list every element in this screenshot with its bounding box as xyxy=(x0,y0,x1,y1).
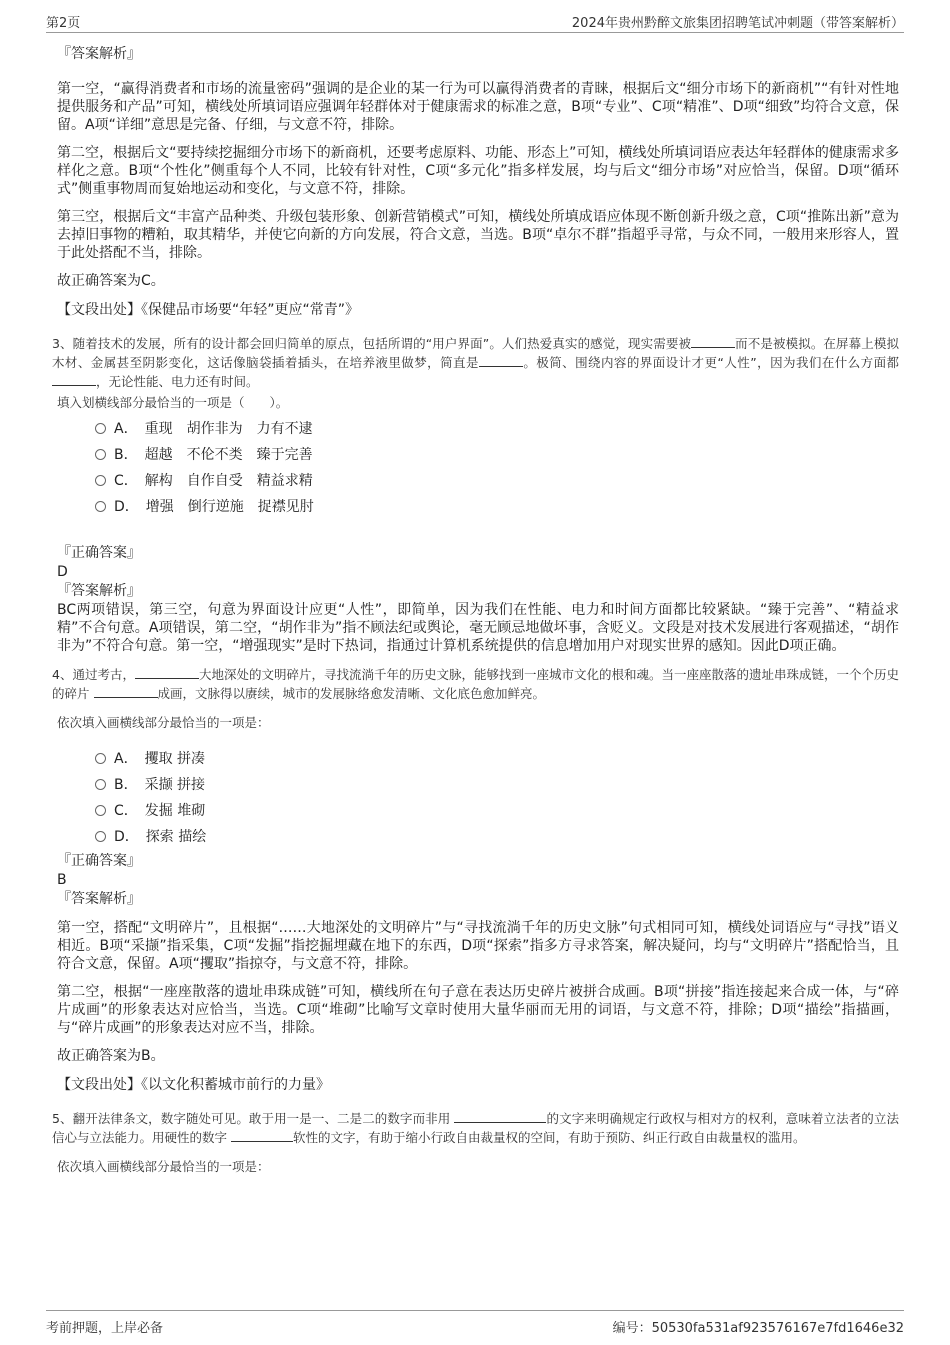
q4-correct-label: 『正确答案』 xyxy=(57,853,141,869)
q3-analysis-label: 『答案解析』 xyxy=(57,583,141,599)
q3-options xyxy=(95,416,899,520)
page-footer xyxy=(46,1310,904,1337)
q2-analysis-para-1: 第一空，“赢得消费者和市场的流量密码”强调的是企业的某一行为可以赢得消费者的青睐，根据后文“细分市场下的新商机”“有针对性地提供服务和产品”可知，横线处所填词语应强调年轻群体对于健康需求的标准之意，B项“专业”、C项“精准”、D项“细致”均符合文意，保留。A项“详细”意思是完备、仔细，与文意不符，排除。 xyxy=(57,81,899,133)
q3-prompt: 填入划横线部分最恰当的一项是（ ）。 xyxy=(57,395,289,410)
q4-answer: B xyxy=(57,872,67,888)
q5-stem: 5、翻开法律条文，数字随处可见。敢于用一是一、二是二的数字而非用 的文字来明确规定行政权与相对方的权利，意味着立法者的立法信心与立法能力。用硬性的数字 软性的文字，有助于缩小行政自由裁量权的空间，有助于预防、纠正行政自由裁量权的滥用。 xyxy=(52,1111,899,1145)
radio-icon[interactable] xyxy=(95,753,106,764)
q4-options xyxy=(95,746,899,850)
q5-prompt: 依次填入画横线部分最恰当的一项是： xyxy=(57,1159,270,1174)
radio-icon[interactable] xyxy=(95,831,106,842)
radio-icon[interactable] xyxy=(95,449,106,460)
page-number: 第2页 xyxy=(46,16,81,31)
radio-icon[interactable] xyxy=(95,423,106,434)
q4-analysis-label: 『答案解析』 xyxy=(57,891,141,907)
q2-conclusion: 故正确答案为C。 xyxy=(57,273,165,289)
q3-answer: D xyxy=(57,564,68,580)
q4-blank-1 xyxy=(135,666,199,679)
q3-option-b[interactable]: B． 超越 不伦不类 臻于完善 xyxy=(95,442,899,468)
radio-icon[interactable] xyxy=(95,805,106,816)
q2-analysis-para-3: 第三空，根据后文“丰富产品种类、升级包装形象、创新营销模式”可知，横线处所填成语应体现不断创新升级之意，C项“推陈出新”意为去掉旧事物的糟粕，取其精华，并使它向新的方向发展，符合文意，当选。B项“卓尔不群”指超乎寻常，与众不同，一般用来形容人，置于此处搭配不当，排除。 xyxy=(57,209,899,261)
document-code: 编号：50530fa531af923576167e7fd1646e32 xyxy=(612,1321,904,1336)
footer-slogan: 考前押题，上岸必备 xyxy=(46,1321,164,1336)
q4-conclusion: 故正确答案为B。 xyxy=(57,1048,165,1064)
q3-correct-label: 『正确答案』 xyxy=(57,545,141,561)
q4-option-d[interactable]: D． 探索 描绘 xyxy=(95,824,899,850)
q4-prompt: 依次填入画横线部分最恰当的一项是： xyxy=(57,715,270,730)
q4-analysis-para-2: 第二空，根据“一座座散落的遗址串珠成链”可知，横线所在句子意在表达历史碎片被拼合成画。B项“拼接”指连接起来合成一体，与“碎片成画”的形象表达对应恰当，当选。C项“堆砌”比喻写文章时使用大量华丽而无用的词语，与文意不符，排除；D项“描绘”指描画，与“碎片成画”的形象表达对应不当，排除。 xyxy=(57,984,899,1036)
q4-analysis-para-1: 第一空，搭配“文明碎片”，且根据“……大地深处的文明碎片”与“寻找流淌千年的历史文脉”句式相同可知，横线处词语应与“寻找”语义相近。B项“采撷”指采集，C项“发掘”指挖掘埋藏在地下的东西，D项“探索”指多方寻求答案，解决疑问，均与“文明碎片”搭配恰当，且符合文意，保留。A项“攫取”指掠夺，与文意不符，排除。 xyxy=(57,920,899,972)
radio-icon[interactable] xyxy=(95,779,106,790)
radio-icon[interactable] xyxy=(95,501,106,512)
q3-analysis: BC两项错误，第三空，句意为界面设计应更“人性”，即简单，因为我们在性能、电力和时间方面都比较紧缺。“臻于完善”、“精益求精”不合句意。A项错误，第二空，“胡作非为”指不顾法纪或舆论，毫无顾忌地做坏事，含贬义。文段是对技术发展进行客观描述，“胡作非为”不符合句意。第一空，“增强现实”是时下热词，指通过计算机系统提供的信息增加用户对现实世界的感知。因此D项正确。 xyxy=(57,602,899,654)
q2-analysis-para-2: 第二空，根据后文“要持续挖掘细分市场下的新商机，还要考虑原料、功能、形态上”可知，横线处所填词语应表达年轻群体的健康需求多样化之意。B项“个性化”侧重每个人不同，比较有针对性，C项“多元化”指多样发展，均与后文“细分市场”对应恰当，保留。D项“循环式”侧重事物周而复始地运动和变化，与文意不符，排除。 xyxy=(57,145,899,197)
q3-stem: 3、随着技术的发展，所有的设计都会回归简单的原点，包括所谓的“用户界面”。人们热爱真实的感觉，现实需要被 而不是被模拟。在屏幕上模拟木材、金属甚至阴影变化，这话像脑袋插着插头，在培养液里做梦，简直是 。极简、围绕内容的界面设计才更“人性”，因为我们在什么方面都，无论性能、电力还有时间。 xyxy=(52,336,900,389)
q3-option-a[interactable]: A． 重现 胡作非为 力有不逮 xyxy=(95,416,899,442)
page-header xyxy=(46,10,904,33)
q5-blank-2 xyxy=(231,1129,293,1142)
document-title: 2024年贵州黔醉文旅集团招聘笔试冲刺题（带答案解析） xyxy=(571,16,904,31)
radio-icon[interactable] xyxy=(95,475,106,486)
page-content xyxy=(52,44,900,1180)
q5-blank-1 xyxy=(454,1110,546,1123)
q3-option-d[interactable]: D． 增强 倒行逆施 捉襟见肘 xyxy=(95,494,899,520)
q2-source: 【文段出处】《保健品市场要“年轻”更应“常青”》 xyxy=(57,302,360,318)
q3-blank-1 xyxy=(691,335,735,348)
q3-blank-2 xyxy=(479,354,523,367)
q2-analysis-label: 『答案解析』 xyxy=(57,46,141,62)
q4-blank-2 xyxy=(94,685,158,698)
q4-option-c[interactable]: C． 发掘 堆砌 xyxy=(95,798,899,824)
q3-blank-3 xyxy=(52,373,96,386)
q4-option-b[interactable]: B． 采撷 拼接 xyxy=(95,772,899,798)
q4-source: 【文段出处】《以文化积蓄城市前行的力量》 xyxy=(57,1077,330,1093)
q4-stem: 4、通过考古， 大地深处的文明碎片，寻找流淌千年的历史文脉，能够找到一座城市文化的根和魂。当一座座散落的遗址串珠成链，一个个历史的碎片 成画，文脉得以赓续，城市的发展脉络愈发清晰、文化底色愈加鲜亮。 xyxy=(52,667,899,701)
q4-option-a[interactable]: A． 攫取 拼凑 xyxy=(95,746,899,772)
q3-option-c[interactable]: C． 解构 自作自受 精益求精 xyxy=(95,468,899,494)
